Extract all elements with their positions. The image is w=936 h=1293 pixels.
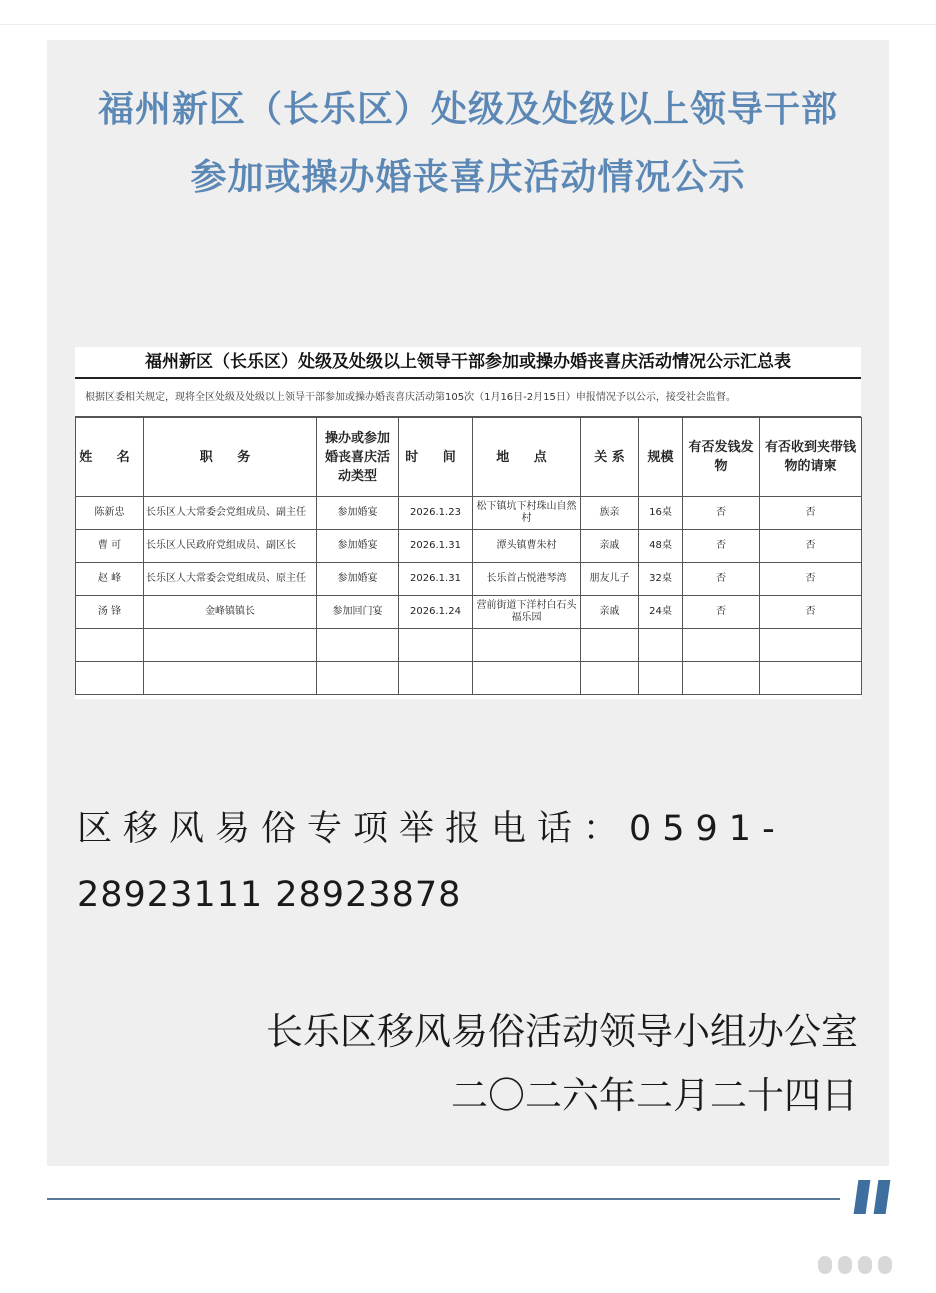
table-row [76, 662, 862, 695]
cell-type: 参加婚宴 [317, 497, 399, 530]
headline-line-2: 参加或操办婚丧喜庆活动情况公示 [190, 157, 746, 198]
cell-place: 营前街道下洋村白石头福乐园 [473, 596, 581, 629]
cell-relation: 亲戚 [581, 530, 639, 563]
headline-line-1: 福州新区（长乐区）处级及处级以上领导干部 [97, 89, 838, 130]
quote-icon [852, 1180, 894, 1216]
cell-place: 潭头镇曹朱村 [473, 530, 581, 563]
header-relation: 关 系 [581, 418, 639, 497]
cell-scale: 16桌 [639, 497, 683, 530]
header-type: 操办或参加婚丧喜庆活动类型 [317, 418, 399, 497]
cell-place [473, 662, 581, 695]
footer-divider [47, 1198, 840, 1200]
notice-headline [0, 76, 936, 212]
sheet-title: 福州新区（长乐区）处级及处级以上领导干部参加或操办婚丧喜庆活动情况公示汇总表 [75, 347, 861, 379]
report-hotline [77, 796, 867, 928]
cell-post: 长乐区人大常委会党组成员、副主任 [144, 497, 317, 530]
table-row [76, 530, 862, 563]
signature-date: 二〇二六年二月二十四日 [451, 1074, 858, 1117]
signature-org: 长乐区移风易俗活动领导小组办公室 [266, 1010, 858, 1053]
cell-place: 松下镇坑下村珠山自然村 [473, 497, 581, 530]
table-row [76, 563, 862, 596]
cell-time: 2026.1.31 [399, 563, 473, 596]
cell-time: 2026.1.31 [399, 530, 473, 563]
cell-scale: 32桌 [639, 563, 683, 596]
cell-post [144, 662, 317, 695]
header-gift: 有否发钱发物 [683, 418, 760, 497]
cell-name: 汤 锋 [76, 596, 144, 629]
table-row [76, 596, 862, 629]
header-scale: 规模 [639, 418, 683, 497]
table-row [76, 497, 862, 530]
cell-scale: 24桌 [639, 596, 683, 629]
table-row [76, 629, 862, 662]
summary-sheet [75, 347, 861, 699]
cell-type: 参加婚宴 [317, 530, 399, 563]
top-divider [0, 24, 936, 25]
cell-scale [639, 629, 683, 662]
cell-scale: 48桌 [639, 530, 683, 563]
hotline-line-1: 区移风易俗专项举报电话：0591- [77, 809, 786, 849]
signature-block [266, 1000, 858, 1128]
cell-request: 否 [760, 497, 862, 530]
cell-relation: 亲戚 [581, 596, 639, 629]
summary-table [75, 417, 862, 695]
cell-place: 长乐首占悦港琴湾 [473, 563, 581, 596]
cell-time: 2026.1.24 [399, 596, 473, 629]
cell-relation: 族亲 [581, 497, 639, 530]
cell-relation [581, 662, 639, 695]
cell-time [399, 662, 473, 695]
cell-request: 否 [760, 596, 862, 629]
cell-name [76, 662, 144, 695]
header-name: 姓 名 [76, 418, 144, 497]
cell-type [317, 629, 399, 662]
cell-post: 金峰镇镇长 [144, 596, 317, 629]
cell-time [399, 629, 473, 662]
cell-gift [683, 629, 760, 662]
cell-post: 长乐区人民政府党组成员、副区长 [144, 530, 317, 563]
cell-post: 长乐区人大常委会党组成员、原主任 [144, 563, 317, 596]
cell-time: 2026.1.23 [399, 497, 473, 530]
cell-place [473, 629, 581, 662]
cell-post [144, 629, 317, 662]
cell-relation: 朋友儿子 [581, 563, 639, 596]
cell-relation [581, 629, 639, 662]
cell-gift: 否 [683, 497, 760, 530]
cell-type: 参加婚宴 [317, 563, 399, 596]
header-request: 有否收到夹带钱物的请柬 [760, 418, 862, 497]
cell-type [317, 662, 399, 695]
cell-gift: 否 [683, 563, 760, 596]
header-place: 地 点 [473, 418, 581, 497]
header-post: 职 务 [144, 418, 317, 497]
page-indicator-icon [808, 1250, 918, 1280]
cell-request: 否 [760, 530, 862, 563]
sheet-description: 根据区委相关规定，现将全区处级及处级以上领导干部参加或操办婚丧喜庆活动第105次（1月16日-2月15日）申报情况予以公示，接受社会监督。 [75, 379, 861, 417]
cell-name: 曹 可 [76, 530, 144, 563]
hotline-line-2: 28923111 28923878 [77, 875, 462, 915]
cell-request [760, 629, 862, 662]
cell-name [76, 629, 144, 662]
cell-gift: 否 [683, 530, 760, 563]
header-time: 时 间 [399, 418, 473, 497]
cell-name: 赵 峰 [76, 563, 144, 596]
cell-name: 陈新忠 [76, 497, 144, 530]
cell-request [760, 662, 862, 695]
cell-type: 参加回门宴 [317, 596, 399, 629]
table-header-row [76, 418, 862, 497]
cell-request: 否 [760, 563, 862, 596]
cell-gift: 否 [683, 596, 760, 629]
cell-gift [683, 662, 760, 695]
cell-scale [639, 662, 683, 695]
